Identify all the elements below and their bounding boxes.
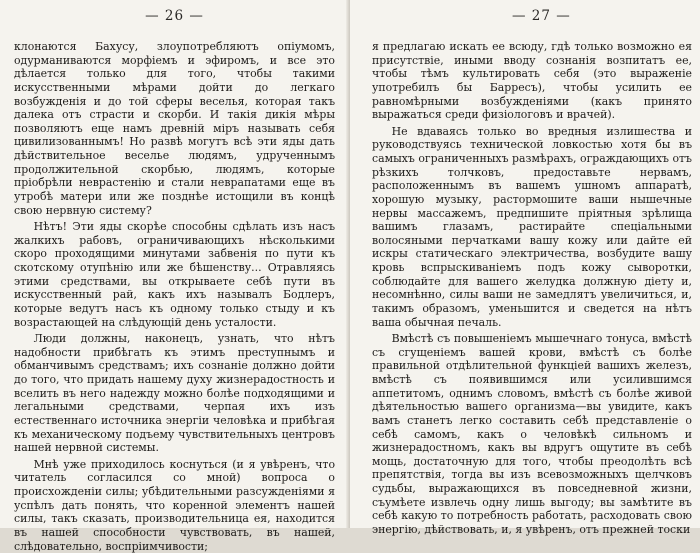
paragraph: Мнѣ уже приходилось коснуться (и я увѣренъ, что читатель согласился со мной) вопроса о происхожденiи силы; убѣдительными разсужденiями я успѣлъ дать понять, что коренной элементъ нашей силы, такъ сказать, производительница ея, находится въ нашей способности чувствовать, въ нашей, слѣдовательно, воспрiимчивости; bbox=[14, 457, 335, 553]
paragraph: Нѣтъ! Эти яды скорѣе способны сдѣлать изъ насъ жалкихъ рабовъ, ограничивающихъ нѣсколькими скоро проходящими минутами забвенiя по пути къ скотскому отупѣнiю или же бѣшенству... Отравляясь этими средствами, вы открываете себѣ пути въ искусственный рай, какъ ихъ называлъ Бодлеръ, которые ведутъ насъ къ одному только стыду и къ возрастающей на слѣдующiй день усталости. bbox=[14, 220, 335, 329]
paragraph: клонаются Бахусу, злоупотребляютъ опiумомъ, одурманиваются морфiемъ и эфиромъ, и все это дѣлается только для того, чтобы такими искусственными мѣрами дойти до легкаго возбужденiя и до той сферы веселья, которая такъ далека отъ страсти и скорби. И такiя дикiя мѣры позволяютъ еще намъ древнiй мiръ называть себя цивилизованнымъ! Но развѣ могутъ всѣ эти яды дать дѣйствительное веселье людямъ, удрученнымъ продолжительной скорбью, людямъ, которые прiобрѣли неврастенiю и стали неврапатами еще въ утробѣ матери или же позднѣе истощили въ концѣ свою нервную систему? bbox=[14, 40, 335, 217]
paragraph: я предлагаю искать ее всюду, гдѣ только возможно ея присутствiе, иными вводу сознанiя возпитатъ ее, чтобы тѣмъ культировать себя (это выраженiе употребилъ бы Барресъ), чтобы усилить ее равномѣрными возбужденiями (какъ принято выражаться среди физiологовъ и врачей). bbox=[372, 40, 692, 122]
left-page-text bbox=[14, 40, 335, 553]
paragraph: Вмѣстѣ съ повышенiемъ мышечнаго тонуса, вмѣстѣ съ сгущенiемъ вашей крови, вмѣстѣ съ болѣе правильной отдѣлительной функцiей вашихъ железъ, вмѣстѣ съ появившимся или усилившимся аппетитомъ, однимъ словомъ, вмѣстѣ съ болѣе живой дѣятельностью вашего организма—вы увидите, какъ вамъ станетъ легко составить себѣ представленiе о себѣ самомъ, какъ о человѣкѣ сильномъ и жизнерадостномъ, какъ вы вдругъ ощутите въ себѣ мощь, достаточную для того, чтобы преодолѣть всѣ препятствiя, тогда вы изъ всевозможныхъ щелчковъ судьбы, выражающихся въ повседневной жизни, съумѣете извлечь одну лишь выгоду; вы замѣтите въ себѣ какую то потребность работать, расходовать свою энергiю, дѣйствовать, и, я увѣренъ, отъ прежней тоски bbox=[372, 332, 692, 536]
right-page bbox=[350, 0, 700, 536]
paragraph: Люди должны, наконецъ, узнать, что нѣтъ надобности прибѣгать къ этимъ преступнымъ и обманчивымъ средствамъ; ихъ сознанiе должно дойти до того, что придать нашему духу жизнерадостность и вселить въ него надежду можно болѣе подходящими и легальными средствами, черпая ихъ изъ естественнаго источника энергiи человѣка и прибѣгая къ механическому подъему чувствительныхъ центровъ нашей нервной системы. bbox=[14, 332, 335, 455]
left-page-number: — 26 — bbox=[145, 8, 204, 24]
paragraph: Не вдаваясь только во вредныя излишества и руководствуясь технической ловкостью хотя бы въ самыхъ ограниченныхъ размѣрахъ, ограждающихъ отъ рѣзкихъ толчковъ, предоставьте нервамъ, расположеннымъ въ вашемъ ушномъ аппаратѣ, хорошую музыку, растормошите ваши нышечные нервы массажемъ, предпишите прiятныя зрѣлища вашимъ глазамъ, растирайте спецiальными волосяными перчатками вашу кожу или дайте ей искры статическаго электричества, возбудите вашу кровь вспрыскиванiемъ подъ кожу сыворотки, соблюдайте для вашего желудка должную дiету и, несомнѣнно, силы ваши не замедлятъ увеличиться, и, такимъ образомъ, уменьшится и сведется на нѣтъ ваша обычная печаль. bbox=[372, 124, 692, 329]
right-page-text bbox=[372, 40, 692, 537]
right-page-number: — 27 — bbox=[512, 8, 571, 24]
